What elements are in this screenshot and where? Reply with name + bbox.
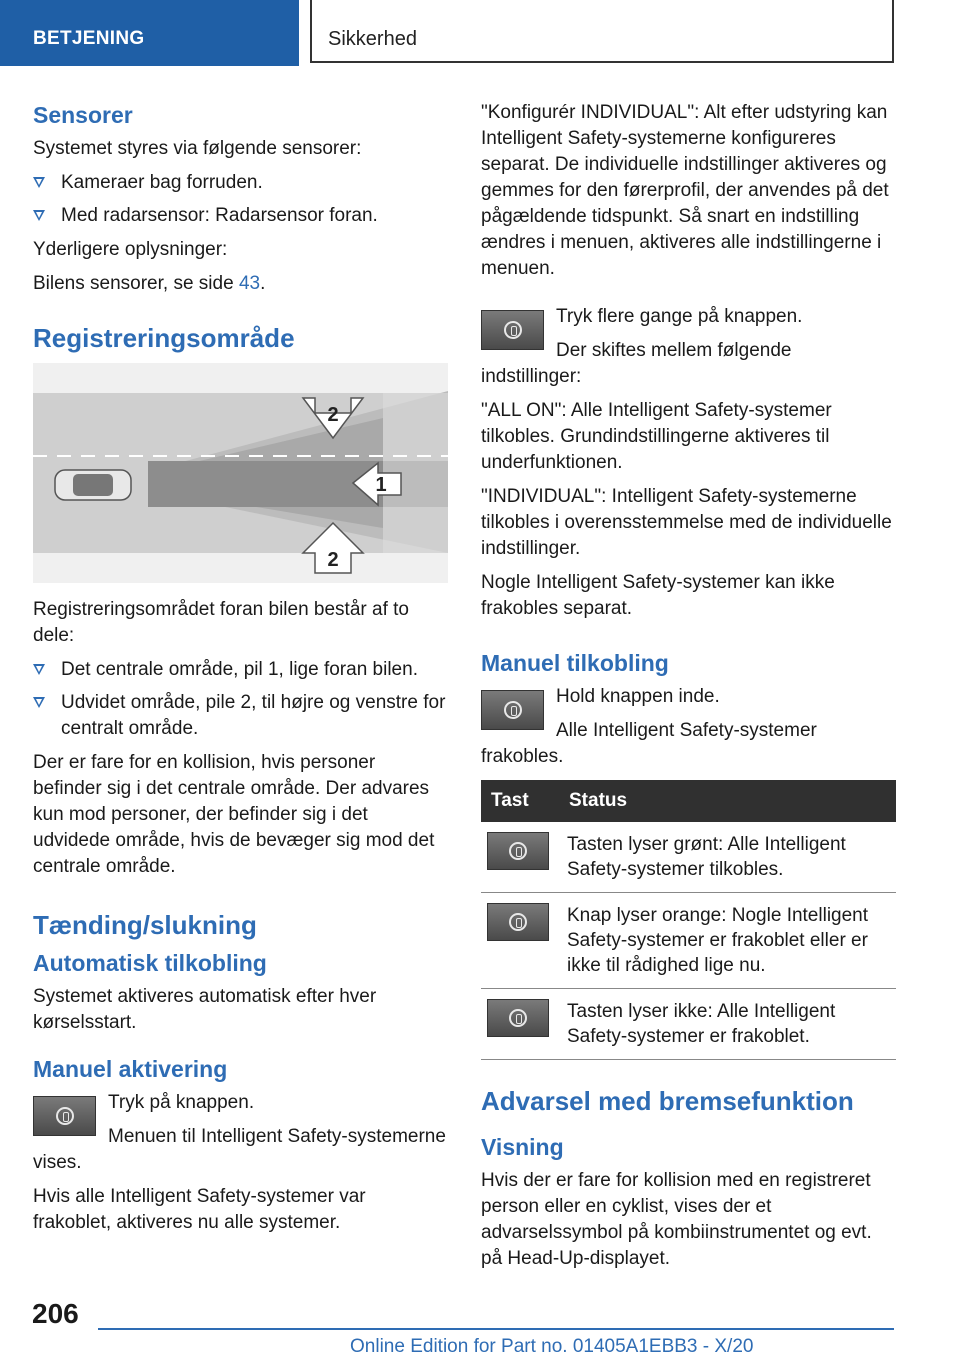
- status-cell: Tasten lyser grønt: Alle Intelligent Safety-systemer tilkobles.: [559, 822, 896, 893]
- sensors-list: [33, 170, 448, 229]
- list-item: Det centrale område, pil 1, lige foran bilen.: [33, 657, 448, 683]
- bullet-arrow-icon: [33, 664, 45, 675]
- auto-text: Systemet aktiveres automatisk efter hver kørselsstart.: [33, 986, 377, 1033]
- header-section-label: BETJENING: [33, 28, 145, 49]
- individual-text: "INDIVIDUAL": Intelligent Safety-systemerne tilkobles i overensstemmelse med de individuelle indstillinger.: [481, 486, 892, 559]
- hold-block: [481, 684, 896, 770]
- table-row: [481, 989, 896, 1060]
- list-item: Udvidet område, pile 2, til højre og venstre for centralt område.: [33, 690, 448, 742]
- list-item: Med radarsensor: Radarsensor foran.: [33, 203, 448, 229]
- header-title-box: [310, 0, 894, 63]
- column-header-status: Status: [559, 780, 896, 822]
- more-info-label: Yderligere oplysninger:: [33, 239, 228, 260]
- table-row: [481, 822, 896, 893]
- heading-manual-on: Manuel tilkobling: [481, 650, 669, 676]
- config-paragraph: "Konfigurér INDIVIDUAL": Alt efter udstyring kan Intelligent Safety-systemerne konfigureres separat. De individuelle indstillinger aktiveres og gemmes for den førerprofil, der anvendes på det pågældende tidspunkt. Så snart en indstilling ændres i menuen, aktiveres alle indstillingerne i menuen.: [481, 102, 889, 279]
- safety-button-icon: [33, 1096, 96, 1136]
- table-row: [481, 893, 896, 989]
- footer-divider: [98, 1328, 894, 1330]
- right-column: [481, 100, 896, 1280]
- manual-line2: Menuen til Intelligent Safety-systemerne vises.: [33, 1126, 446, 1173]
- area-text: Registreringsområdet foran bilen består af to dele:: [33, 599, 409, 646]
- hold-line1: Hold knappen inde.: [556, 686, 720, 707]
- all-on-text: "ALL ON": Alle Intelligent Safety-systemer tilkobles. Grundindstillingerne aktiveres til underfunktionen.: [481, 400, 832, 473]
- sensor-reference: Bilens sensorer, se side 43.: [33, 273, 266, 294]
- header-title: Sikkerhed: [328, 28, 417, 50]
- table-header-row: [481, 780, 896, 822]
- manual-paragraph: Hvis alle Intelligent Safety-systemer var frakoblet, aktiveres nu alle systemer.: [33, 1186, 366, 1233]
- bullet-arrow-icon: [33, 177, 45, 188]
- header-section-tab: [0, 0, 299, 66]
- page-number: 206: [32, 1298, 79, 1329]
- safety-button-off-icon: [487, 999, 549, 1037]
- heading-detection-area: Registreringsområde: [33, 323, 295, 353]
- display-paragraph: Hvis der er fare for kollision med en registreret person eller en cyklist, vises der et advarselssymbol på kombiinstrumentet og evt. på Head-Up-displayet.: [481, 1170, 872, 1269]
- column-header-key: Tast: [481, 780, 559, 822]
- press-line2: Der skiftes mellem følgende indstillinger:: [481, 340, 792, 387]
- arrow-label: 1: [375, 474, 387, 496]
- hold-line2: Alle Intelligent Safety-systemer frakobles.: [481, 720, 817, 767]
- status-cell: Knap lyser orange: Nogle Intelligent Safety-systemer er frakoblet eller er ikke til rådighed lige nu.: [559, 893, 896, 989]
- arrow-label: 2: [327, 404, 339, 426]
- arrow-label: 2: [327, 549, 339, 571]
- heading-sensors: Sensorer: [33, 102, 133, 128]
- safety-button-orange-icon: [487, 903, 549, 941]
- area-list: [33, 657, 448, 742]
- heading-manual-activation: Manuel aktivering: [33, 1056, 228, 1082]
- list-item: Kameraer bag forruden.: [33, 170, 448, 196]
- bullet-arrow-icon: [33, 210, 45, 221]
- area-paragraph: Der er fare for en kollision, hvis personer befinder sig i det centrale område. Der advares kun mod personer, der befinder sig i det udvidede område, hvis de bevæger sig mod det centrale område.: [33, 752, 435, 877]
- status-table: [481, 780, 896, 1060]
- sensors-intro: Systemet styres via følgende sensorer:: [33, 138, 362, 159]
- safety-button-green-icon: [487, 832, 549, 870]
- heading-brake-warning: Advarsel med bremsefunktion: [481, 1086, 854, 1116]
- press-line1: Tryk flere gange på knappen.: [556, 306, 803, 327]
- detection-area-diagram: [33, 363, 448, 583]
- manual-line1: Tryk på knappen.: [108, 1092, 255, 1113]
- press-block: [481, 304, 896, 390]
- status-cell: Tasten lyser ikke: Alle Intelligent Safety-systemer er frakoblet.: [559, 989, 896, 1060]
- footer-edition: Online Edition for Part no. 01405A1EBB3 - X/20: [350, 1336, 754, 1357]
- heading-display: Visning: [481, 1134, 564, 1160]
- heading-on-off: Tænding/slukning: [33, 910, 257, 940]
- page-link[interactable]: 43: [238, 273, 261, 294]
- bullet-arrow-icon: [33, 697, 45, 708]
- safety-button-icon: [481, 310, 544, 350]
- some-not-text: Nogle Intelligent Safety-systemer kan ikke frakobles separat.: [481, 572, 835, 619]
- manual-activation-block: [33, 1090, 448, 1176]
- heading-automatic: Automatisk tilkobling: [33, 950, 267, 976]
- left-column: [33, 100, 448, 1244]
- safety-button-icon: [481, 690, 544, 730]
